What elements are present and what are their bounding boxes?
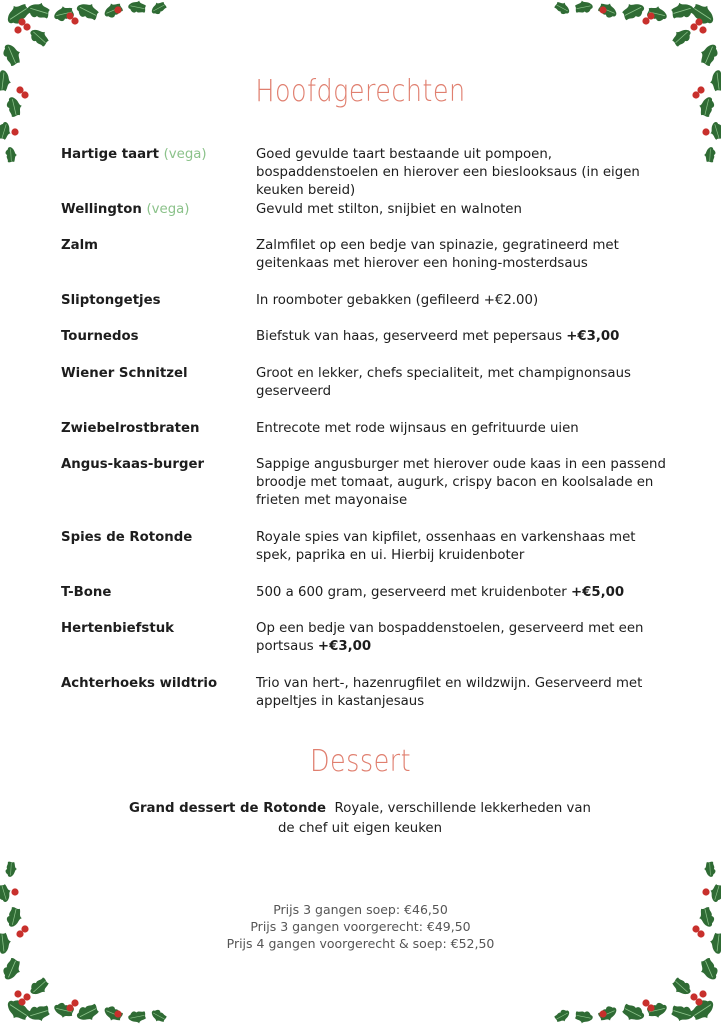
dessert-description: Royale, verschillende lekkerheden van de chef uit eigen keuken <box>277 801 591 836</box>
holly-leaf-icon <box>127 0 147 15</box>
holly-berry-icon <box>114 6 121 13</box>
holly-berry-icon <box>71 17 78 24</box>
dish-description: Sappige angusburger met hierover oude kaas in een passend broodje met tomaat, augurk, crispy bacon en koolsalade en frieten met mayonaise <box>256 457 666 508</box>
dish-description: Op een bedje van bospaddenstoelen, geserveerd met een portsaus +€3,00 <box>256 621 644 654</box>
dessert-name: Grand dessert de Rotonde <box>129 801 327 816</box>
holly-berry-icon <box>692 91 699 98</box>
dish-name: Tournedos <box>61 329 139 344</box>
holly-leaf-icon <box>574 1009 594 1024</box>
holly-leaf-icon <box>149 1008 168 1024</box>
holly-leaf-icon <box>127 1009 147 1024</box>
dish-name: Spies de Rotonde <box>61 530 193 545</box>
holly-leaf-icon <box>26 0 52 22</box>
holly-leaf-icon <box>574 0 594 15</box>
surcharge: +€3,00 <box>317 639 372 654</box>
dish-description: Groot en lekker, chefs specialiteit, met champignonsaus geserveerd <box>256 366 631 399</box>
vega-label: (vega) <box>146 202 190 217</box>
dish-description: Gevuld met stilton, snijbiet en walnoten <box>256 202 522 217</box>
holly-leaf-icon <box>3 996 33 1024</box>
dish-name: Wellington (vega) <box>61 202 190 217</box>
holly-berry-icon <box>71 999 78 1006</box>
holly-leaf-icon <box>6 96 24 118</box>
holly-berry-icon <box>642 17 649 24</box>
holly-leaf-icon <box>697 41 720 67</box>
main-courses-heading: Hoofdgerechten <box>255 74 466 109</box>
holly-leaf-icon <box>149 0 168 16</box>
dish-description: Biefstuk van haas, geserveerd met pepersaus +€3,00 <box>256 329 620 344</box>
dessert-heading: Dessert <box>309 744 412 779</box>
holly-berry-icon <box>699 26 706 33</box>
dish-name: Hertenbiefstuk <box>61 621 175 636</box>
holly-leaf-icon <box>27 975 51 999</box>
holly-berry-icon <box>11 128 18 135</box>
holly-berry-icon <box>11 888 18 895</box>
holly-leaf-icon <box>669 25 693 49</box>
holly-leaf-icon <box>704 147 715 162</box>
holly-leaf-icon <box>704 862 715 877</box>
holly-leaf-icon <box>27 25 51 49</box>
dish-name: T-Bone <box>61 585 112 600</box>
holly-berry-icon <box>14 990 21 997</box>
dish-name: Angus-kaas-burger <box>61 457 205 472</box>
holly-berry-icon <box>23 993 30 1000</box>
holly-leaf-icon <box>708 69 721 92</box>
holly-leaf-icon <box>669 975 693 999</box>
holly-leaf-icon <box>1 957 24 983</box>
holly-berry-icon <box>642 999 649 1006</box>
price-line: Prijs 3 gangen voorgerecht: €49,50 <box>250 919 471 934</box>
holly-leaf-icon <box>697 957 720 983</box>
price-list <box>0 901 721 952</box>
holly-leaf-icon <box>669 0 695 22</box>
dish-description: Zalmfilet op een bedje van spinazie, gegratineerd met geitenkaas met hierover een honing-mosterdsaus <box>256 238 619 271</box>
holly-berry-icon <box>690 23 697 30</box>
dish-name: Hartige taart (vega) <box>61 147 207 162</box>
holly-berry-icon <box>599 6 606 13</box>
dish-description: Goed gevulde taart bestaande uit pompoen, bospaddenstoelen en hierover een bieslooksaus (in eigen keuken bereid) <box>256 147 640 198</box>
holly-leaf-icon <box>698 96 716 118</box>
holly-leaf-icon <box>3 0 33 28</box>
holly-berry-icon <box>23 23 30 30</box>
holly-leaf-icon <box>553 0 572 16</box>
holly-leaf-icon <box>6 147 17 162</box>
holly-leaf-icon <box>553 1008 572 1024</box>
dish-name: Wiener Schnitzel <box>61 366 188 381</box>
holly-berry-icon <box>702 888 709 895</box>
holly-leaf-icon <box>1 41 24 67</box>
holly-berry-icon <box>699 990 706 997</box>
holly-berry-icon <box>599 1010 606 1017</box>
holly-berry-icon <box>21 91 28 98</box>
vega-label: (vega) <box>163 147 207 162</box>
holly-leaf-icon <box>26 1002 52 1024</box>
dish-name: Achterhoeks wildtrio <box>61 676 218 691</box>
holly-leaf-icon <box>0 69 13 92</box>
holly-berry-icon <box>690 993 697 1000</box>
surcharge: +€5,00 <box>570 585 625 600</box>
holly-berry-icon <box>14 26 21 33</box>
dish-description: In roomboter gebakken (gefileerd +€2.00) <box>256 293 539 308</box>
dish-description: 500 a 600 gram, geserveerd met kruidenboter +€5,00 <box>256 585 625 600</box>
holly-berry-icon <box>702 128 709 135</box>
price-line: Prijs 3 gangen soep: €46,50 <box>273 902 448 917</box>
dish-description: Entrecote met rode wijnsaus en gefrituurde uien <box>256 421 579 436</box>
dessert-item <box>120 799 600 839</box>
dish-name: Zwiebelrostbraten <box>61 421 200 436</box>
holly-leaf-icon <box>688 0 718 28</box>
price-line: Prijs 4 gangen voorgerecht & soep: €52,50 <box>226 936 495 951</box>
holly-leaf-icon <box>6 862 17 877</box>
dish-name: Sliptongetjes <box>61 293 161 308</box>
dish-description: Trio van hert-, hazenrugfilet en wildzwijn. Geserveerd met appeltjes in kastanjesaus <box>256 676 643 709</box>
holly-berry-icon <box>114 1010 121 1017</box>
dish-description: Royale spies van kipfilet, ossenhaas en varkenshaas met spek, paprika en ui. Hierbij kruidenboter <box>256 530 636 563</box>
dish-name: Zalm <box>61 238 99 253</box>
surcharge: +€3,00 <box>566 329 620 344</box>
holly-leaf-icon <box>669 1002 695 1024</box>
holly-leaf-icon <box>688 996 718 1024</box>
